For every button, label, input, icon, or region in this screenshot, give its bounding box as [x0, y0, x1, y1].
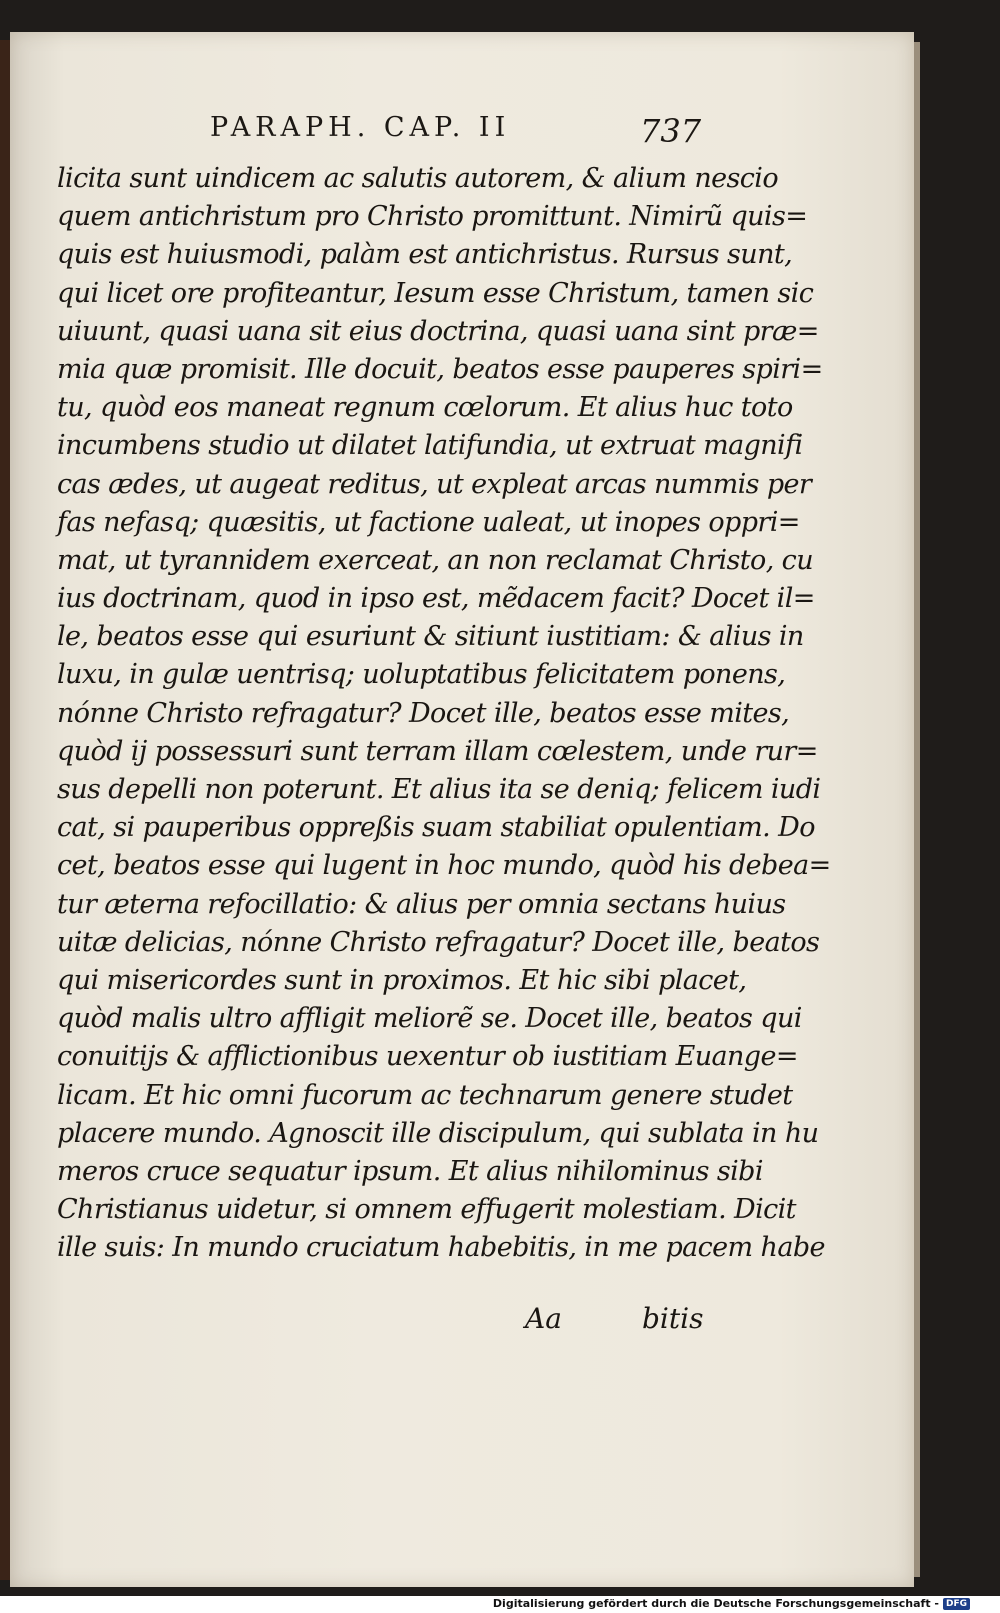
text-line: sus depelli non poterunt. Et alius ita se deniq; felicem iudi	[57, 774, 821, 805]
text-line: quòd ij possessuri sunt terram illam cœlestem, unde rur=	[57, 735, 818, 767]
text-line: le, beatos esse qui esuriunt & sitiunt iustitiam: & alius in	[57, 621, 804, 653]
text-line: qui misericordes sunt in proximos. Et hic sibi placet,	[57, 964, 747, 996]
text-line: luxu, in gulæ uentrisq; uoluptatibus felicitatem ponens,	[57, 659, 786, 691]
text-line: mia quæ promisit. Ille docuit, beatos esse pauperes spiri=	[57, 353, 823, 385]
text-line: quis est huiusmodi, palàm est antichristus. Rursus sunt,	[57, 239, 793, 271]
text-line: placere mundo. Agnoscit ille discipulum, qui sublata in hu	[57, 1117, 819, 1149]
text-line: quem antichristum pro Christo promittunt. Nimirũ quis=	[57, 201, 808, 233]
text-line: mat, ut tyrannidem exerceat, an non reclamat Christo, cu	[57, 544, 813, 576]
text-line: qui licet ore profiteantur, Iesum esse Christum, tamen sic	[57, 277, 814, 309]
page-number: 737	[640, 112, 702, 150]
running-head: PARAPH. CAP. II	[210, 112, 511, 143]
signature-mark: Aa	[525, 1302, 562, 1335]
text-line: incumbens studio ut dilatet latifundia, ut extruat magnifi	[57, 430, 803, 462]
text-line: uitæ delicias, nónne Christo refragatur? Docet ille, beatos	[57, 926, 820, 958]
text-line: conuitijs & afflictionibus uexentur ob iustitiam Euange=	[57, 1041, 798, 1073]
dfg-logo: DFG	[943, 1598, 970, 1610]
text-line: meros cruce sequatur ipsum. Et alius nihilominus sibi	[57, 1155, 763, 1187]
text-line: cas ædes, ut augeat reditus, ut expleat arcas nummis per	[57, 468, 812, 500]
text-line: ius doctrinam, quod in ipso est, mẽdacem facit? Docet il=	[57, 583, 815, 615]
credit-text: Digitalisierung gefördert durch die Deutsche Forschungsgemeinschaft -	[492, 1597, 939, 1610]
text-line: quòd malis ultro affligit meliorẽ se. Docet ille, beatos qui	[57, 1003, 802, 1035]
digitization-credit	[493, 1597, 970, 1610]
text-line: licam. Et hic omni fucorum ac technarum genere studet	[57, 1079, 793, 1111]
text-line: Christianus uidetur, si omnem effugerit molestiam. Dicit	[57, 1194, 796, 1226]
text-line: cat, si pauperibus oppreßis suam stabiliat opulentiam. Do	[57, 812, 815, 844]
text-line: licita sunt uindicem ac salutis autorem, & alium nescio	[57, 163, 778, 194]
text-line: ille suis: In mundo cruciatum habebitis, in me pacem habe	[57, 1232, 825, 1264]
book-page	[10, 32, 914, 1587]
text-line: uiuunt, quasi uana sit eius doctrina, quasi uana sint præ=	[57, 315, 819, 347]
text-line: tu, quòd eos maneat regnum cœlorum. Et alius huc toto	[57, 392, 793, 424]
text-line: tur æterna refocillatio: & alius per omnia sectans huius	[57, 888, 786, 920]
text-line: cet, beatos esse qui lugent in hoc mundo, quòd his debea=	[57, 850, 831, 882]
catchword: bitis	[642, 1302, 704, 1335]
text-line: nónne Christo refragatur? Docet ille, beatos esse mites,	[57, 697, 790, 729]
body-text	[57, 160, 831, 1267]
text-line: fas nefasq; quæsitis, ut factione ualeat, ut inopes oppri=	[57, 506, 800, 538]
